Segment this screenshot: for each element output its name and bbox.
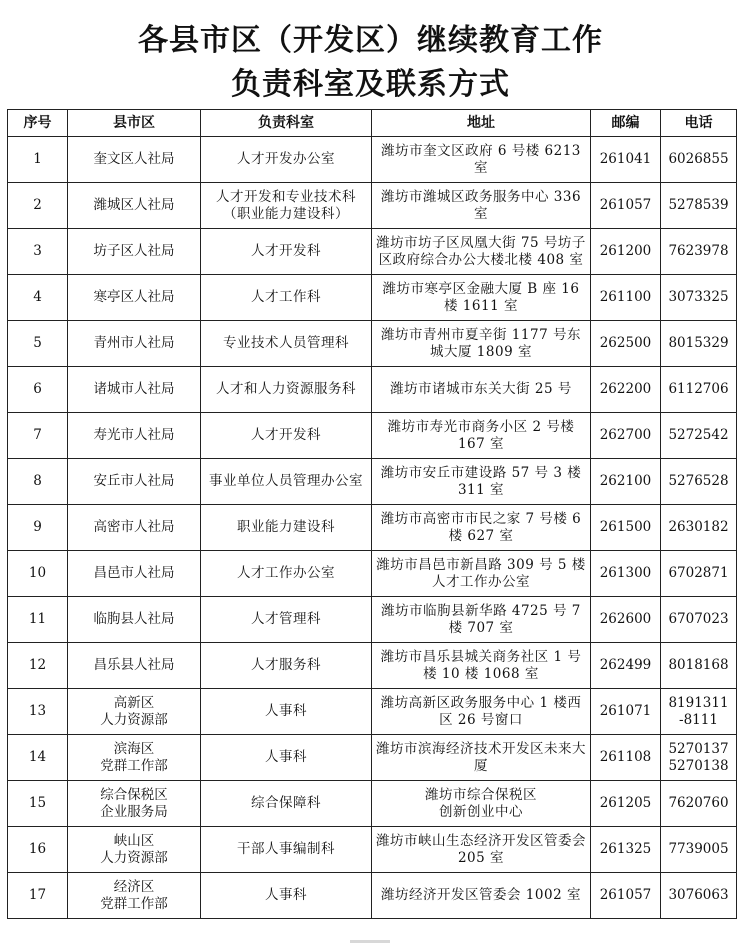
dept-cell: 事业单位人员管理办公室 xyxy=(201,459,372,505)
address-cell: 潍坊市昌邑市新昌路 309 号 5 楼人才工作办公室 xyxy=(372,551,591,597)
dept-cell: 人才开发办公室 xyxy=(201,137,372,183)
phone-cell: 7620760 xyxy=(661,781,737,827)
header-address: 地址 xyxy=(372,110,591,137)
table-row xyxy=(8,183,737,229)
table-row xyxy=(8,229,737,275)
phone-cell: 3073325 xyxy=(661,275,737,321)
county-cell: 寒亭区人社局 xyxy=(68,275,201,321)
address-cell: 潍坊市综合保税区 创新创业中心 xyxy=(372,781,591,827)
row-number: 2 xyxy=(8,183,68,229)
dept-cell: 人事科 xyxy=(201,689,372,735)
header-phone: 电话 xyxy=(661,110,737,137)
phone-cell: 5276528 xyxy=(661,459,737,505)
row-number: 15 xyxy=(8,781,68,827)
zip-cell: 261057 xyxy=(591,873,661,919)
phone-cell: 8191311 -8111 xyxy=(661,689,737,735)
row-number: 3 xyxy=(8,229,68,275)
dept-cell: 干部人事编制科 xyxy=(201,827,372,873)
row-number: 4 xyxy=(8,275,68,321)
address-cell: 潍坊市潍城区政务服务中心 336 室 xyxy=(372,183,591,229)
zip-cell: 262500 xyxy=(591,321,661,367)
zip-cell: 261041 xyxy=(591,137,661,183)
page-title-line-2: 负责科室及联系方式 xyxy=(231,67,510,102)
address-cell: 潍坊经济开发区管委会 1002 室 xyxy=(372,873,591,919)
table-row xyxy=(8,413,737,459)
address-cell: 潍坊市奎文区政府 6 号楼 6213 室 xyxy=(372,137,591,183)
address-cell: 潍坊市坊子区凤凰大街 75 号坊子区政府综合办公大楼北楼 408 室 xyxy=(372,229,591,275)
dept-cell: 专业技术人员管理科 xyxy=(201,321,372,367)
table-row xyxy=(8,689,737,735)
address-cell: 潍坊市峡山生态经济开发区管委会 205 室 xyxy=(372,827,591,873)
table-row xyxy=(8,505,737,551)
table-row xyxy=(8,275,737,321)
table-row xyxy=(8,827,737,873)
phone-cell: 2630182 xyxy=(661,505,737,551)
zip-cell: 261500 xyxy=(591,505,661,551)
dept-cell: 人才管理科 xyxy=(201,597,372,643)
dept-cell: 职业能力建设科 xyxy=(201,505,372,551)
county-cell: 综合保税区 企业服务局 xyxy=(68,781,201,827)
zip-cell: 261071 xyxy=(591,689,661,735)
row-number: 11 xyxy=(8,597,68,643)
header-zip: 邮编 xyxy=(591,110,661,137)
zip-cell: 262600 xyxy=(591,597,661,643)
address-cell: 潍坊市临朐县新华路 4725 号 7 楼 707 室 xyxy=(372,597,591,643)
county-cell: 青州市人社局 xyxy=(68,321,201,367)
header-dept: 负责科室 xyxy=(201,110,372,137)
table-row xyxy=(8,551,737,597)
zip-cell: 261057 xyxy=(591,183,661,229)
county-cell: 昌邑市人社局 xyxy=(68,551,201,597)
row-number: 9 xyxy=(8,505,68,551)
dept-cell: 人才开发和专业技术科（职业能力建设科） xyxy=(201,183,372,229)
dept-cell: 人事科 xyxy=(201,735,372,781)
phone-cell: 7623978 xyxy=(661,229,737,275)
zip-cell: 261200 xyxy=(591,229,661,275)
address-cell: 潍坊市昌乐县城关商务社区 1 号楼 10 楼 1068 室 xyxy=(372,643,591,689)
county-cell: 经济区 党群工作部 xyxy=(68,873,201,919)
phone-cell: 6112706 xyxy=(661,367,737,413)
table-row xyxy=(8,459,737,505)
zip-cell: 261300 xyxy=(591,551,661,597)
county-cell: 临朐县人社局 xyxy=(68,597,201,643)
phone-cell: 6707023 xyxy=(661,597,737,643)
address-cell: 潍坊高新区政务服务中心 1 楼西区 26 号窗口 xyxy=(372,689,591,735)
address-cell: 潍坊市寿光市商务小区 2 号楼 167 室 xyxy=(372,413,591,459)
table-row xyxy=(8,735,737,781)
row-number: 5 xyxy=(8,321,68,367)
row-number: 12 xyxy=(8,643,68,689)
row-number: 10 xyxy=(8,551,68,597)
row-number: 16 xyxy=(8,827,68,873)
county-cell: 潍城区人社局 xyxy=(68,183,201,229)
page-title-line-1: 各县市区（开发区）继续教育工作 xyxy=(138,23,603,58)
dept-cell: 人才和人力资源服务科 xyxy=(201,367,372,413)
row-number: 7 xyxy=(8,413,68,459)
county-cell: 诸城市人社局 xyxy=(68,367,201,413)
address-cell: 潍坊市青州市夏辛街 1177 号东城大厦 1809 室 xyxy=(372,321,591,367)
address-cell: 潍坊市诸城市东关大街 25 号 xyxy=(372,367,591,413)
dept-cell: 人才开发科 xyxy=(201,413,372,459)
dept-cell: 综合保障科 xyxy=(201,781,372,827)
phone-cell: 6702871 xyxy=(661,551,737,597)
row-number: 8 xyxy=(8,459,68,505)
zip-cell: 262100 xyxy=(591,459,661,505)
county-cell: 坊子区人社局 xyxy=(68,229,201,275)
zip-cell: 261108 xyxy=(591,735,661,781)
table-row xyxy=(8,597,737,643)
table-row xyxy=(8,137,737,183)
county-cell: 昌乐县人社局 xyxy=(68,643,201,689)
phone-cell: 8015329 xyxy=(661,321,737,367)
row-number: 13 xyxy=(8,689,68,735)
header-county: 县市区 xyxy=(68,110,201,137)
table-header-row xyxy=(8,110,737,137)
phone-cell: 8018168 xyxy=(661,643,737,689)
header-no: 序号 xyxy=(8,110,68,137)
dept-cell: 人事科 xyxy=(201,873,372,919)
county-cell: 安丘市人社局 xyxy=(68,459,201,505)
zip-cell: 261205 xyxy=(591,781,661,827)
zip-cell: 262200 xyxy=(591,367,661,413)
row-number: 1 xyxy=(8,137,68,183)
table-row xyxy=(8,781,737,827)
zip-cell: 262700 xyxy=(591,413,661,459)
row-number: 17 xyxy=(8,873,68,919)
address-cell: 潍坊市滨海经济技术开发区未来大厦 xyxy=(372,735,591,781)
table-row xyxy=(8,321,737,367)
phone-cell: 7739005 xyxy=(661,827,737,873)
row-number: 6 xyxy=(8,367,68,413)
county-cell: 奎文区人社局 xyxy=(68,137,201,183)
county-cell: 峡山区 人力资源部 xyxy=(68,827,201,873)
row-number: 14 xyxy=(8,735,68,781)
table-row xyxy=(8,367,737,413)
dept-cell: 人才开发科 xyxy=(201,229,372,275)
dept-cell: 人才工作科 xyxy=(201,275,372,321)
table-row xyxy=(8,643,737,689)
phone-cell: 5272542 xyxy=(661,413,737,459)
contact-table xyxy=(7,109,737,919)
zip-cell: 261325 xyxy=(591,827,661,873)
county-cell: 寿光市人社局 xyxy=(68,413,201,459)
page-footer-mark xyxy=(350,940,390,943)
phone-cell: 5270137 5270138 xyxy=(661,735,737,781)
address-cell: 潍坊市寒亭区金融大厦 B 座 16 楼 1611 室 xyxy=(372,275,591,321)
address-cell: 潍坊市安丘市建设路 57 号 3 楼 311 室 xyxy=(372,459,591,505)
county-cell: 高密市人社局 xyxy=(68,505,201,551)
table-row xyxy=(8,873,737,919)
phone-cell: 5278539 xyxy=(661,183,737,229)
phone-cell: 6026855 xyxy=(661,137,737,183)
county-cell: 高新区 人力资源部 xyxy=(68,689,201,735)
county-cell: 滨海区 党群工作部 xyxy=(68,735,201,781)
zip-cell: 261100 xyxy=(591,275,661,321)
dept-cell: 人才工作办公室 xyxy=(201,551,372,597)
address-cell: 潍坊市高密市市民之家 7 号楼 6 楼 627 室 xyxy=(372,505,591,551)
zip-cell: 262499 xyxy=(591,643,661,689)
phone-cell: 3076063 xyxy=(661,873,737,919)
dept-cell: 人才服务科 xyxy=(201,643,372,689)
